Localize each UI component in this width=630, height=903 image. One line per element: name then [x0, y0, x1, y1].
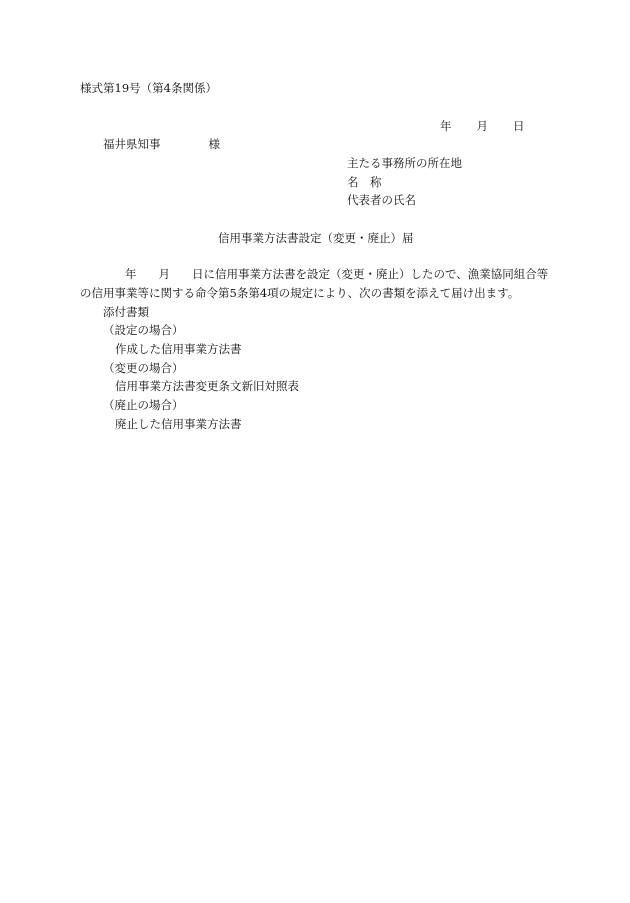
body-line-1: [125, 266, 548, 282]
attachment-doc-change: 信用事業方法書変更条文新旧対照表: [115, 379, 299, 393]
date-year: 年: [440, 119, 452, 133]
addressee-line: [103, 136, 220, 152]
applicant-address-label: 主たる事務所の所在地: [347, 156, 462, 170]
date-month: 月: [476, 119, 488, 133]
attachment-case-change: （変更の場合）: [103, 361, 184, 375]
date-day: 日: [513, 119, 525, 133]
date-line: [440, 118, 525, 134]
body-month: 月: [158, 267, 170, 281]
attachment-case-setup: （設定の場合）: [103, 323, 184, 337]
attachment-doc-setup: 作成した信用事業方法書: [115, 342, 242, 356]
document-title: 信用事業方法書設定（変更・廃止）届: [218, 231, 414, 245]
attachment-case-abolish: （廃止の場合）: [103, 398, 184, 412]
honorific: 様: [208, 137, 220, 151]
applicant-representative-label: 代表者の氏名: [347, 193, 416, 207]
body-year: 年: [125, 267, 137, 281]
addressee: 福井県知事: [103, 137, 161, 151]
attachment-doc-abolish: 廃止した信用事業方法書: [115, 417, 242, 431]
applicant-name-label: 名 称: [347, 175, 382, 189]
body-day-text: 日に信用事業方法書を設定（変更・廃止）したので、漁業協同組合等: [192, 267, 549, 281]
attachments-heading: 添付書類: [103, 305, 149, 319]
body-line-2: の信用事業等に関する命令第5条第4項の規定により、次の書類を添えて届け出ます。: [80, 286, 520, 300]
form-number: 様式第19号（第4条関係）: [80, 81, 217, 95]
